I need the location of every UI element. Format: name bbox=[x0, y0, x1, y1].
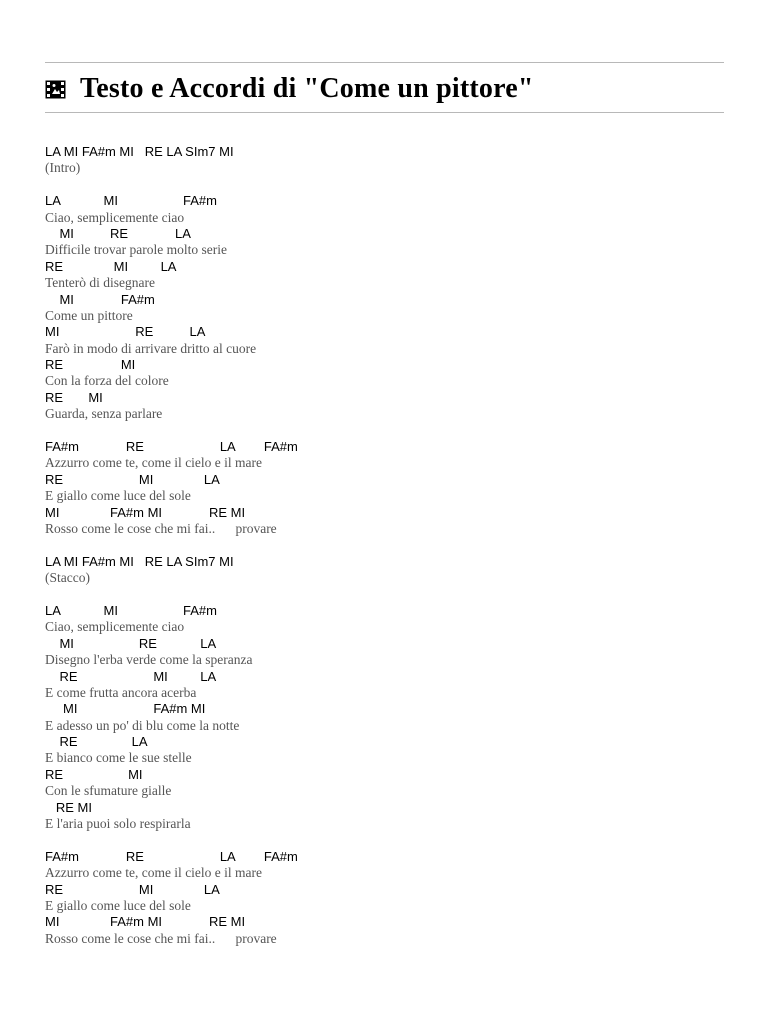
lyric-line: E come frutta ancora acerba bbox=[45, 684, 197, 700]
chord-line: MI FA#m MI RE MI bbox=[45, 914, 246, 930]
chord-line: RE MI LA bbox=[45, 668, 217, 684]
lyric-line: E adesso un po' di blu come la notte bbox=[45, 717, 240, 733]
blank-line bbox=[45, 587, 724, 603]
film-icon bbox=[45, 80, 66, 99]
chord-line: LA MI FA#m bbox=[45, 193, 217, 209]
chord-line: LA MI FA#m MI RE LA SIm7 MI bbox=[45, 553, 234, 569]
chord-line: RE MI LA bbox=[45, 258, 177, 274]
lyric-line: Disegno l'erba verde come la speranza bbox=[45, 652, 253, 668]
chord-line: LA MI FA#m MI RE LA SIm7 MI bbox=[45, 144, 234, 159]
chord-line: RE LA bbox=[45, 734, 148, 750]
lyric-line: E bianco come le sue stelle bbox=[45, 750, 192, 766]
blank-line bbox=[45, 177, 724, 193]
chord-line: FA#m RE LA FA#m bbox=[45, 848, 298, 864]
chord-line: MI FA#m bbox=[45, 291, 155, 307]
lyric-line: (Stacco) bbox=[45, 570, 90, 586]
lyric-line: Guarda, senza parlare bbox=[45, 406, 163, 422]
lyric-line: Difficile trovar parole molto serie bbox=[45, 242, 227, 258]
chord-line: RE MI bbox=[45, 766, 143, 782]
lyric-line: Ciao, semplicemente ciao bbox=[45, 209, 185, 225]
blank-line bbox=[45, 832, 724, 848]
lyric-line: Rosso come le cose che mi fai.. provare bbox=[45, 930, 277, 946]
chord-line: MI RE LA bbox=[45, 635, 217, 651]
chord-line: RE MI LA bbox=[45, 881, 220, 897]
page-title: Testo e Accordi di "Come un pittore" bbox=[80, 73, 534, 104]
chord-line: MI FA#m MI bbox=[45, 701, 206, 717]
lyric-line: Ciao, semplicemente ciao bbox=[45, 619, 185, 635]
chord-line: MI RE LA bbox=[45, 225, 191, 241]
lyric-line: Tenterò di disegnare bbox=[45, 275, 156, 291]
lyric-line: Come un pittore bbox=[45, 307, 133, 323]
blank-line bbox=[45, 537, 724, 553]
lyric-line: Azzurro come te, come il cielo e il mare bbox=[45, 865, 263, 881]
top-divider bbox=[45, 62, 724, 63]
lyric-line: Azzurro come te, come il cielo e il mare bbox=[45, 455, 263, 471]
bottom-divider bbox=[45, 112, 724, 113]
chord-line: MI FA#m MI RE MI bbox=[45, 504, 246, 520]
lyric-line: Rosso come le cose che mi fai.. provare bbox=[45, 520, 277, 536]
lyric-line: Con la forza del colore bbox=[45, 373, 169, 389]
chord-line: RE MI bbox=[45, 799, 92, 815]
song-sheet bbox=[45, 144, 724, 947]
blank-line bbox=[45, 423, 724, 439]
lyric-line: (Intro) bbox=[45, 160, 81, 176]
lyric-line: E giallo come luce del sole bbox=[45, 897, 191, 913]
chord-line: MI RE LA bbox=[45, 324, 206, 340]
chord-line: FA#m RE LA FA#m bbox=[45, 439, 298, 455]
chord-line: RE MI LA bbox=[45, 471, 220, 487]
lyric-line: E giallo come luce del sole bbox=[45, 488, 191, 504]
chord-line: RE MI bbox=[45, 357, 136, 373]
chord-line: LA MI FA#m bbox=[45, 602, 217, 618]
lyric-line: E l'aria puoi solo respirarla bbox=[45, 816, 191, 832]
lyric-line: Farò in modo di arrivare dritto al cuore bbox=[45, 340, 257, 356]
page-header bbox=[45, 70, 534, 108]
lyric-line: Con le sfumature gialle bbox=[45, 783, 172, 799]
chord-line: RE MI bbox=[45, 389, 103, 405]
